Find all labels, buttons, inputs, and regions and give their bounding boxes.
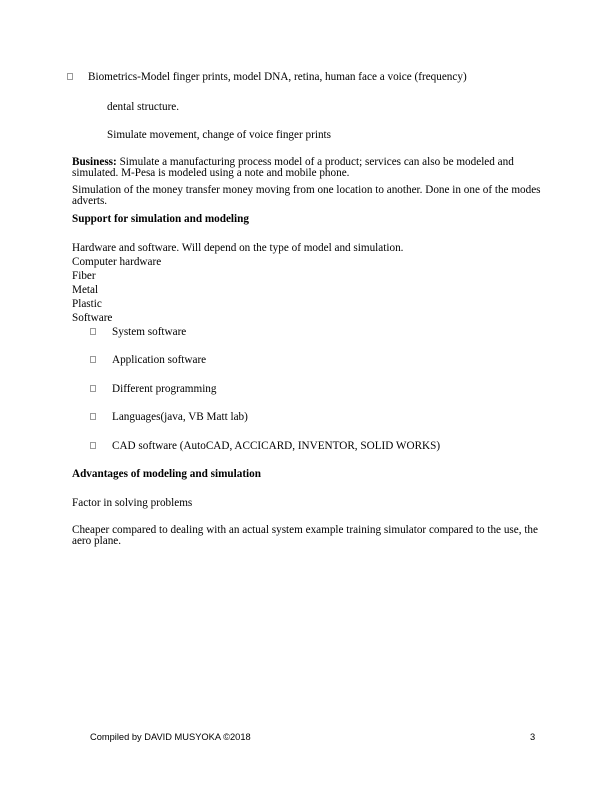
hardware-list — [72, 256, 161, 326]
biometrics-line: Biometrics-Model finger prints, model DNA, retina, human face a voice (frequency) — [88, 71, 467, 83]
bullet-box-icon — [90, 356, 96, 363]
page-number: 3 — [530, 732, 536, 742]
bullet-box-icon — [90, 385, 96, 392]
list-item: Fiber — [72, 269, 96, 282]
biometrics-simulate-line: Simulate movement, change of voice finger prints — [107, 129, 331, 141]
business-paragraph — [72, 157, 542, 180]
bullet-box-icon — [90, 413, 96, 420]
business-label: Business: — [72, 156, 117, 168]
advantages-point: Factor in solving problems — [72, 497, 193, 509]
footer-credit: Compiled by DAVID MUSYOKA ©2018 — [90, 732, 251, 742]
advantages-heading: Advantages of modeling and simulation — [72, 468, 261, 480]
list-item: Plastic — [72, 297, 102, 310]
list-item: Metal — [72, 283, 99, 296]
list-item: Software — [72, 311, 113, 324]
bullet-box-icon — [90, 328, 96, 335]
support-intro: Hardware and software. Will depend on the type of model and simulation. — [72, 242, 404, 254]
bullet-box-icon — [90, 442, 96, 449]
software-item: Different programming — [112, 383, 217, 395]
list-item: Computer hardware — [72, 256, 162, 268]
software-item: CAD software (AutoCAD, ACCICARD, INVENTOR, SOLID WORKS) — [112, 440, 441, 452]
biometrics-dental-line: dental structure. — [107, 101, 180, 113]
software-item: Application software — [112, 354, 207, 366]
business-text: Simulate a manufacturing process model of a product; services can also be modeled and simulated. M-Pesa is modeled using a note and mobile phone. — [72, 156, 514, 180]
bullet-box-icon — [67, 73, 73, 80]
business-paragraph-2: Simulation of the money transfer money moving from one location to another. Done in one of the modes adverts. — [72, 184, 541, 208]
advantages-point: Cheaper compared to dealing with an actual system example training simulator compared to the use, the aero plane. — [72, 524, 538, 548]
software-item: Languages(java, VB Matt lab) — [112, 411, 248, 423]
software-item: System software — [112, 326, 187, 338]
support-heading: Support for simulation and modeling — [72, 213, 249, 225]
